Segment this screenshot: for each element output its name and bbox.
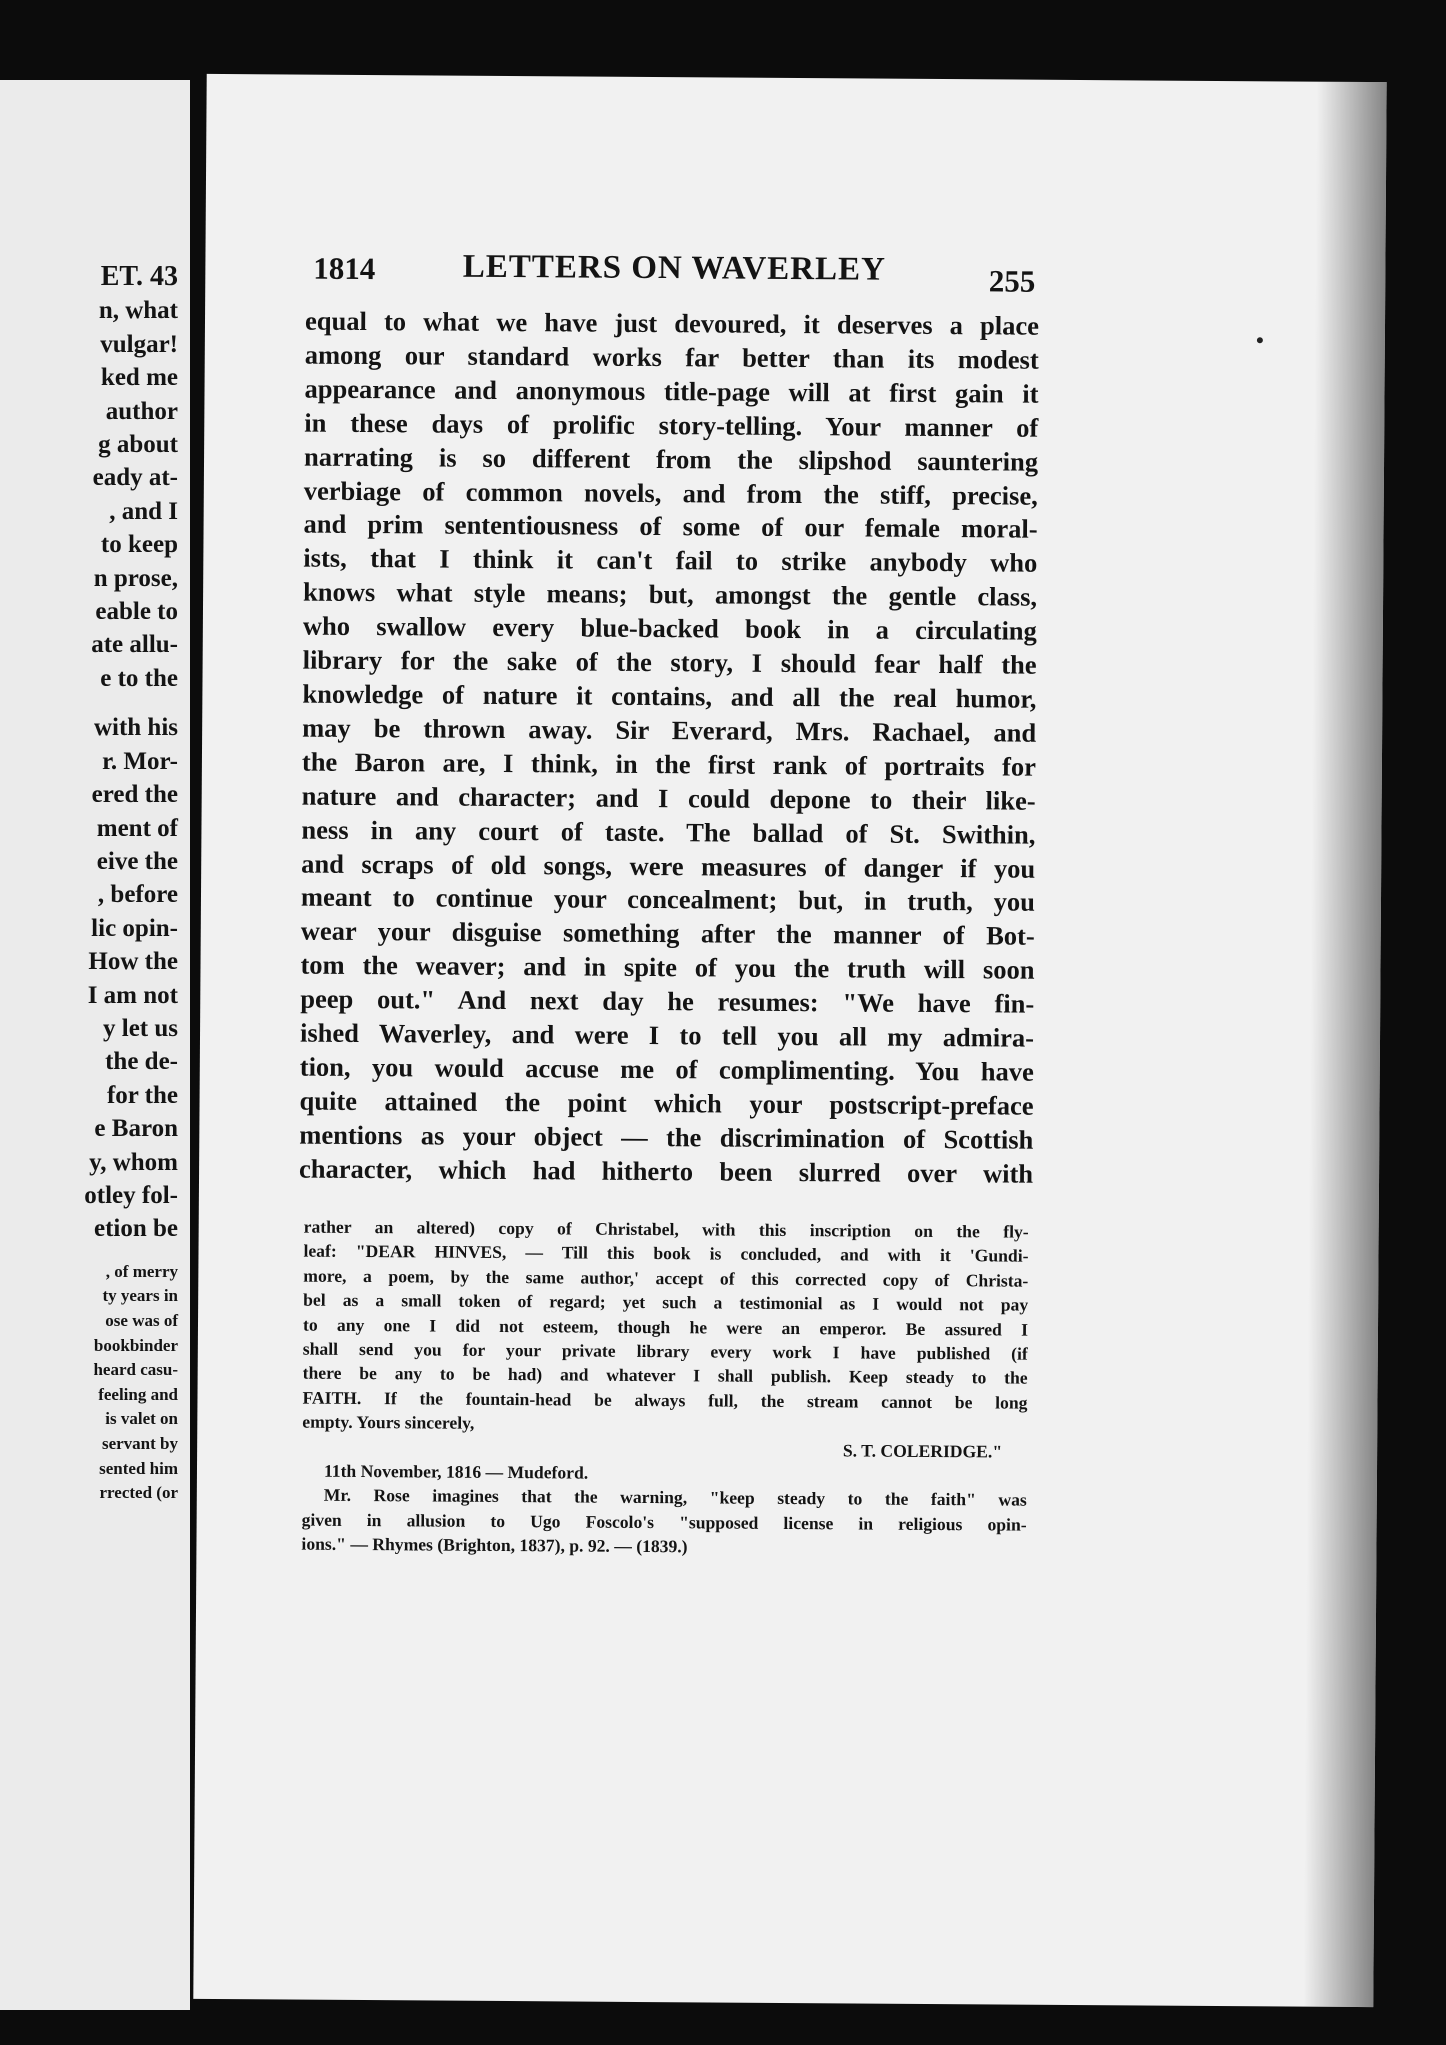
previous-page-line: otley fol-: [84, 1181, 178, 1209]
text-line: ished Waverley, and were I to tell you all my admira-: [299, 1017, 1035, 1053]
previous-footnote-line: servant by: [101, 1433, 178, 1453]
text-line: appearance and anonymous title-page will at first gain it: [304, 373, 1039, 409]
text-line: character, which had hitherto been slurred over with: [298, 1153, 1034, 1189]
text-line: nature and character; and I could depone to their like-: [301, 780, 1036, 816]
header-year: 1814: [313, 250, 376, 287]
book-page: [193, 74, 1386, 2007]
previous-page-line: etion be: [93, 1215, 178, 1243]
text-line: meant to continue your concealment; but, in truth, you: [300, 881, 1036, 918]
footnote-line: FAITH. If the fountain-head be always full, the stream cannot be long: [302, 1387, 1028, 1413]
footnote-line: shall send you for your private library every work I have published (if: [302, 1338, 1028, 1364]
previous-page-line: , and I: [109, 497, 178, 525]
previous-page-line: the de-: [105, 1048, 178, 1076]
text-line: knows what style means; but, amongst the gentle class,: [303, 576, 1038, 612]
footnote-line: bel as a small token of regard; yet such a testimonial as I would not pay: [303, 1289, 1029, 1315]
previous-footnote-line: sented him: [99, 1458, 178, 1478]
footnote: [301, 1215, 1028, 1562]
previous-page-footnote: [84, 1260, 178, 1506]
footnote-note-line: Mr. Rose imagines that the warning, "keep steady to the faith" was: [323, 1485, 1027, 1511]
footnote-line: to any one I did not esteem, though he were an emperor. Be assured I: [302, 1314, 1029, 1340]
previous-page-line: lic opin-: [91, 914, 178, 942]
previous-page-line: vulgar!: [100, 330, 178, 358]
previous-page-line: , before: [97, 881, 178, 909]
text-line: may be thrown away. Sir Everard, Mrs. Rachael, and: [302, 712, 1037, 748]
footnote-note-line: ions." — Rhymes (Brighton, 1837), p. 92. — (1839.): [301, 1533, 688, 1557]
previous-page-text: [84, 260, 178, 1506]
page-edge-shadow: [1303, 82, 1386, 2007]
previous-page-line: ate allu-: [91, 631, 178, 659]
text-line: and scraps of old songs, were measures of danger if you: [301, 848, 1036, 884]
text-line: library for the sake of the story, I should fear half the: [302, 644, 1037, 680]
previous-page-line: e to the: [100, 664, 178, 692]
running-header: [313, 245, 1035, 300]
footnote-line: more, a poem, by the same author,' accept of this corrected copy of Christa-: [303, 1265, 1029, 1291]
previous-page-line: eady at-: [92, 464, 178, 492]
previous-footnote-line: feeling and: [98, 1384, 178, 1404]
previous-page-line: How the: [88, 948, 178, 976]
footnote-date: 11th November, 1816 — Mudeford.: [323, 1460, 589, 1483]
text-line: verbiage of common novels, and from the stiff, precise,: [303, 475, 1038, 511]
previous-page-header: ET. 43: [100, 261, 178, 292]
previous-page-line: r. Mor-: [102, 747, 178, 775]
text-line: mentions as your object — the discrimination of Scottish: [299, 1119, 1034, 1155]
text-line: ists, that I think it can't fail to strike anybody who: [303, 542, 1038, 579]
ink-speck: [1257, 337, 1263, 343]
previous-page-line: ment of: [96, 814, 178, 842]
previous-page-line: n, what: [98, 297, 178, 325]
previous-footnote-line: rrected (or: [99, 1483, 178, 1503]
previous-page-line: author: [105, 397, 178, 425]
footnote-line: rather an altered) copy of Christabel, with this inscription on the fly-: [303, 1216, 1029, 1242]
page-number: 255: [988, 263, 1036, 299]
previous-page-line: with his: [93, 714, 178, 742]
text-line: tion, you would accuse me of complimenting. You have: [299, 1051, 1034, 1087]
running-title: LETTERS ON WAVERLEY: [462, 248, 887, 288]
previous-page-line: e Baron: [94, 1115, 178, 1143]
footnote-line: leaf: "DEAR HINVES, — Till this book is concluded, and with it 'Gundi-: [303, 1241, 1029, 1267]
previous-page-line: ered the: [91, 781, 178, 809]
previous-page-line: I am not: [87, 981, 178, 1009]
text-line: the Baron are, I think, in the first rank of portraits for: [301, 746, 1037, 782]
previous-footnote-line: is valet on: [105, 1409, 178, 1429]
text-line: ness in any court of taste. The ballad of St. Swithin,: [301, 814, 1036, 850]
previous-footnote-line: ty years in: [102, 1286, 178, 1306]
previous-page-line: y, whom: [89, 1148, 178, 1176]
text-line: tom the weaver; and in spite of you the truth will soon: [300, 949, 1035, 985]
text-line: knowledge of nature it contains, and all the real humor,: [302, 678, 1037, 714]
text-line: in these days of prolific story-telling. Your manner of: [304, 407, 1039, 443]
previous-footnote-line: bookbinder: [93, 1335, 178, 1355]
previous-page-line: g about: [98, 431, 178, 459]
previous-page-line: ked me: [100, 364, 178, 392]
previous-page: [0, 80, 190, 2010]
previous-page-line: n prose,: [93, 564, 178, 592]
previous-page-line: to keep: [100, 531, 178, 559]
text-line: equal to what we have just devoured, it deserves a place: [304, 305, 1040, 341]
text-line: peep out." And next day he resumes: "We have fin-: [300, 983, 1035, 1019]
text-line: narrating is so different from the slipshod sauntering: [303, 441, 1039, 477]
footnote-note-line: given in allusion to Ugo Foscolo's "supposed license in religious opin-: [301, 1509, 1027, 1535]
footnote-line: empty. Yours sincerely,: [302, 1411, 475, 1434]
text-line: wear your disguise something after the manner of Bot-: [300, 915, 1035, 952]
text-line: and prim sententiousness of some of our female moral-: [303, 509, 1038, 545]
previous-footnote-line: heard casu-: [93, 1360, 178, 1380]
footnote-signature: S. T. COLERIDGE.": [842, 1440, 1003, 1462]
body-text: [299, 305, 1039, 1192]
previous-footnote-line: , of merry: [105, 1261, 178, 1281]
previous-page-line: y let us: [103, 1014, 178, 1042]
previous-page-line: eable to: [95, 598, 178, 626]
text-line: who swallow every blue-backed book in a circulating: [302, 610, 1037, 646]
previous-page-line: for the: [106, 1081, 178, 1109]
text-line: quite attained the point which your postscript-preface: [299, 1085, 1034, 1121]
text-line: among our standard works far better than its modest: [304, 339, 1039, 375]
previous-page-line: eive the: [96, 847, 178, 875]
previous-footnote-line: ose was of: [105, 1310, 178, 1330]
footnote-line: there be any to be had) and whatever I shall publish. Keep steady to the: [302, 1363, 1028, 1389]
